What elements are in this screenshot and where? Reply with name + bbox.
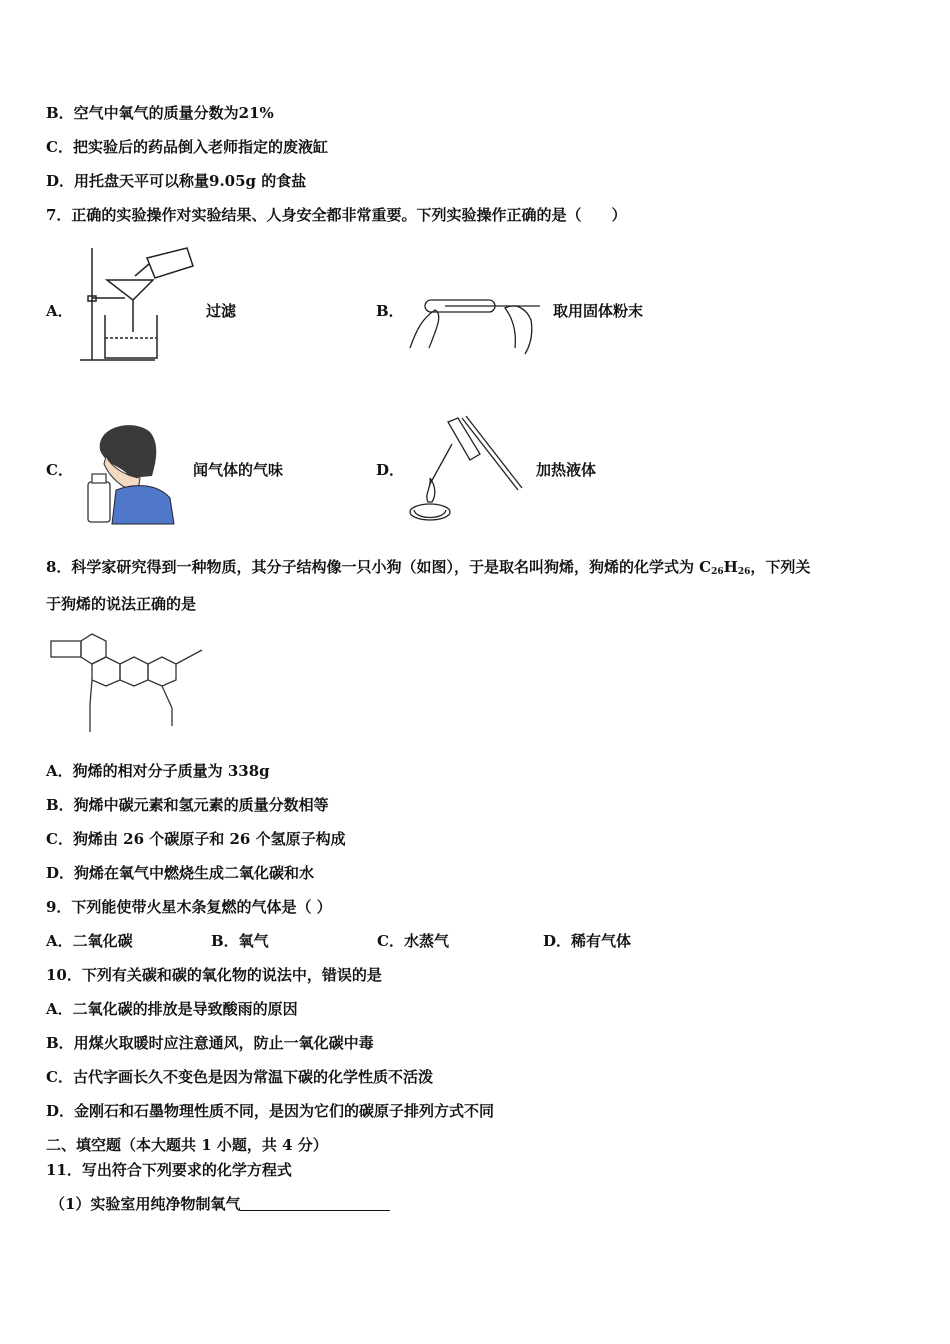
q8-stem-line2: 于狗烯的说法正确的是 <box>46 595 197 613</box>
answer-blank[interactable] <box>240 1196 390 1211</box>
dogene-structure <box>46 628 211 740</box>
q7-option-a-label: 过滤 <box>206 302 237 320</box>
q6-option-c: C．把实验后的药品倒入老师指定的废液缸 <box>46 138 328 156</box>
q7-stem: 7．正确的实验操作对实验结果、人身安全都非常重要。下列实验操作正确的是（ ） <box>46 206 627 224</box>
q8-stem-mid: H <box>723 558 738 576</box>
q11-item1 <box>50 1193 390 1214</box>
q9-option-c: C．水蒸气 <box>377 932 449 950</box>
q7-option-d-label: 加热液体 <box>536 461 597 479</box>
q7-option-a-letter: A． <box>46 302 73 320</box>
q8-stem <box>46 556 810 577</box>
q9-option-d: D．稀有气体 <box>543 932 632 950</box>
q8-option-d: D．狗烯在氧气中燃烧生成二氧化碳和水 <box>46 864 315 882</box>
q7-option-c-label: 闻气体的气味 <box>193 461 284 479</box>
smelling-figure <box>82 420 177 526</box>
q10-option-b: B．用煤火取暖时应注意通风，防止一氧化碳中毒 <box>46 1034 374 1052</box>
q8-sub2: 26 <box>737 567 751 577</box>
heating-figure <box>400 414 525 529</box>
powder-figure <box>405 288 550 358</box>
section-title: 二、填空题（本大题共 1 小题，共 4 分） <box>46 1136 328 1154</box>
q7-option-d-letter: D． <box>376 461 405 479</box>
q8-option-a: A．狗烯的相对分子质量为 338g <box>46 762 270 780</box>
q8-option-b: B．狗烯中碳元素和氢元素的质量分数相等 <box>46 796 329 814</box>
q9-option-b: B．氧气 <box>211 932 269 950</box>
q8-option-c: C．狗烯由 26 个碳原子和 26 个氢原子构成 <box>46 830 346 848</box>
q6-option-d: D．用托盘天平可以称量9.05g 的食盐 <box>46 172 307 190</box>
q8-stem-part1: 8．科学家研究得到一种物质，其分子结构像一只小狗（如图），于是取名叫狗烯，狗烯的化学式为 C <box>46 558 712 576</box>
q8-sub1: 26 <box>711 567 724 577</box>
q8-stem-part2: ，下列关 <box>750 558 811 576</box>
q7-option-b-letter: B． <box>376 302 404 320</box>
q11-item1-text: （1）实验室用纯净物制氧气 <box>50 1195 241 1213</box>
q7-option-c-letter: C． <box>46 461 73 479</box>
filtration-figure <box>75 240 200 365</box>
q11-stem: 11．写出符合下列要求的化学方程式 <box>46 1161 292 1179</box>
q9-option-a: A．二氧化碳 <box>46 932 133 950</box>
q10-stem: 10．下列有关碳和碳的氧化物的说法中，错误的是 <box>46 966 382 984</box>
q10-option-c: C．古代字画长久不变色是因为常温下碳的化学性质不活泼 <box>46 1068 433 1086</box>
q6-option-b: B．空气中氧气的质量分数为21% <box>46 104 274 122</box>
q10-option-a: A．二氧化碳的排放是导致酸雨的原因 <box>46 1000 298 1018</box>
q10-option-d: D．金刚石和石墨物理性质不同，是因为它们的碳原子排列方式不同 <box>46 1102 495 1120</box>
q9-stem: 9．下列能使带火星木条复燃的气体是（ ） <box>46 898 332 916</box>
q7-option-b-label: 取用固体粉末 <box>553 302 644 320</box>
